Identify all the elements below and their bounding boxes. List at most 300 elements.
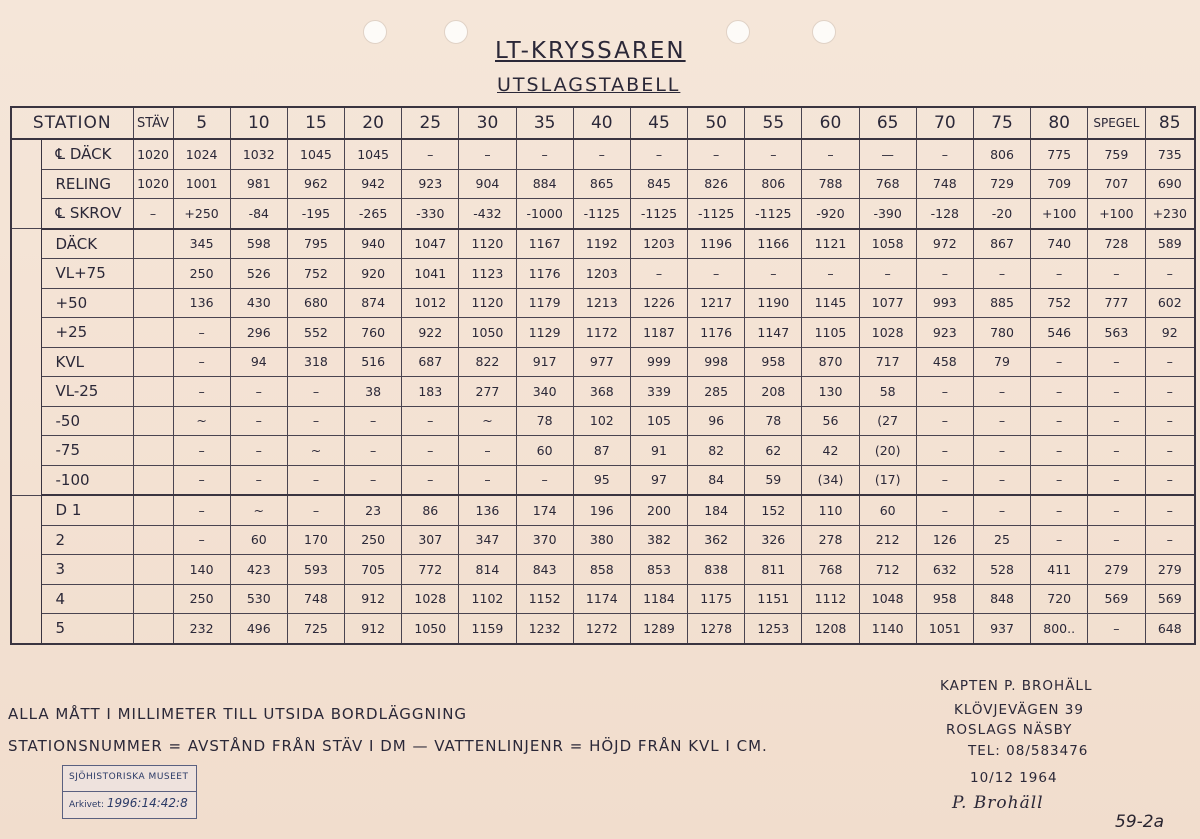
table-cell: 1172 — [573, 318, 630, 348]
table-cell: 1152 — [516, 584, 573, 614]
page-number: 59-2a — [1115, 812, 1164, 832]
row-label: ℄ SKROV — [41, 199, 133, 229]
table-cell: 795 — [287, 229, 344, 259]
table-cell: 937 — [973, 614, 1030, 644]
table-cell: 1192 — [573, 229, 630, 259]
column-header: 75 — [973, 107, 1030, 139]
table-cell: 865 — [573, 169, 630, 199]
table-cell: – — [630, 139, 687, 169]
table-row — [11, 318, 1195, 348]
table-cell: 130 — [802, 377, 859, 407]
table-cell: 1032 — [230, 139, 287, 169]
table-cell: – — [1031, 377, 1088, 407]
table-cell: 922 — [402, 318, 459, 348]
table-cell: 96 — [688, 406, 745, 436]
table-cell: 760 — [345, 318, 402, 348]
table-cell: – — [1088, 614, 1145, 644]
table-cell — [133, 259, 173, 289]
table-cell: – — [1145, 525, 1195, 555]
table-cell: 1196 — [688, 229, 745, 259]
table-cell: -128 — [916, 199, 973, 229]
row-label: VL-25 — [41, 377, 133, 407]
table-cell: 1179 — [516, 288, 573, 318]
table-cell: 1102 — [459, 584, 516, 614]
table-cell: 569 — [1088, 584, 1145, 614]
table-cell: -920 — [802, 199, 859, 229]
table-cell: ~ — [459, 406, 516, 436]
table-cell: 170 — [287, 525, 344, 555]
table-cell: 496 — [230, 614, 287, 644]
stamp-archive-number: 1996:14:42:8 — [106, 796, 188, 810]
table-cell: 1145 — [802, 288, 859, 318]
table-cell: 552 — [287, 318, 344, 348]
table-cell: 345 — [173, 229, 230, 259]
table-cell: 740 — [1031, 229, 1088, 259]
table-cell: 362 — [688, 525, 745, 555]
stamp-divider — [63, 791, 196, 792]
table-cell: 1278 — [688, 614, 745, 644]
table-cell: 1151 — [745, 584, 802, 614]
table-cell: 97 — [630, 465, 687, 495]
table-cell: 56 — [802, 406, 859, 436]
punch-hole — [726, 20, 750, 44]
table-cell: 78 — [745, 406, 802, 436]
table-cell: 958 — [745, 347, 802, 377]
table-cell: 546 — [1031, 318, 1088, 348]
table-cell: -265 — [345, 199, 402, 229]
table-cell: 347 — [459, 525, 516, 555]
table-cell: 977 — [573, 347, 630, 377]
table-cell — [133, 465, 173, 495]
table-cell: 885 — [973, 288, 1030, 318]
stamp-museum: SJÖHISTORISKA MUSEET — [69, 772, 189, 782]
signature-address2: ROSLAGS NÄSBY — [946, 722, 1073, 738]
table-cell — [133, 495, 173, 525]
table-cell: 680 — [287, 288, 344, 318]
table-cell: 1232 — [516, 614, 573, 644]
table-cell: – — [173, 318, 230, 348]
table-cell: -195 — [287, 199, 344, 229]
table-cell: 232 — [173, 614, 230, 644]
table-cell: – — [1145, 495, 1195, 525]
table-cell: 707 — [1088, 169, 1145, 199]
table-cell: – — [1031, 495, 1088, 525]
table-cell: 516 — [345, 347, 402, 377]
table-cell: – — [1145, 465, 1195, 495]
table-cell: 1112 — [802, 584, 859, 614]
table-row — [11, 525, 1195, 555]
table-cell — [133, 377, 173, 407]
table-cell: 870 — [802, 347, 859, 377]
table-cell: 136 — [459, 495, 516, 525]
table-cell: 845 — [630, 169, 687, 199]
offset-table — [10, 106, 1196, 645]
column-header: 60 — [802, 107, 859, 139]
table-cell — [133, 436, 173, 466]
table-cell: (34) — [802, 465, 859, 495]
table-cell: 728 — [1088, 229, 1145, 259]
table-cell: 848 — [973, 584, 1030, 614]
table-cell: 380 — [573, 525, 630, 555]
table-cell: 867 — [973, 229, 1030, 259]
table-cell: -20 — [973, 199, 1030, 229]
table-cell: 752 — [1031, 288, 1088, 318]
table-cell: 339 — [630, 377, 687, 407]
table-cell: 806 — [973, 139, 1030, 169]
table-cell: 690 — [1145, 169, 1195, 199]
column-header: 80 — [1031, 107, 1088, 139]
table-row — [11, 495, 1195, 525]
table-row — [11, 614, 1195, 644]
table-cell: 250 — [345, 525, 402, 555]
table-cell: 60 — [859, 495, 916, 525]
table-cell: 874 — [345, 288, 402, 318]
table-cell: 717 — [859, 347, 916, 377]
table-cell: – — [230, 377, 287, 407]
table-cell: – — [345, 436, 402, 466]
table-cell: 1045 — [345, 139, 402, 169]
table-cell: 826 — [688, 169, 745, 199]
table-cell: – — [1088, 465, 1145, 495]
table-cell: – — [802, 139, 859, 169]
table-cell: – — [1088, 259, 1145, 289]
table-cell: -1125 — [630, 199, 687, 229]
table-cell: 1203 — [630, 229, 687, 259]
table-cell: -84 — [230, 199, 287, 229]
table-cell: – — [1145, 406, 1195, 436]
table-cell: 60 — [516, 436, 573, 466]
table-cell: – — [173, 495, 230, 525]
table-cell: 735 — [1145, 139, 1195, 169]
column-header: 55 — [745, 107, 802, 139]
table-cell: 1147 — [745, 318, 802, 348]
table-cell: – — [173, 347, 230, 377]
row-label: KVL — [41, 347, 133, 377]
table-cell: 709 — [1031, 169, 1088, 199]
table-cell: 91 — [630, 436, 687, 466]
table-cell: – — [230, 436, 287, 466]
table-cell: 1253 — [745, 614, 802, 644]
table-cell: – — [173, 525, 230, 555]
table-cell: -432 — [459, 199, 516, 229]
row-label: +50 — [41, 288, 133, 318]
table-cell: 370 — [516, 525, 573, 555]
group-label-cell — [11, 139, 41, 229]
table-cell: +100 — [1031, 199, 1088, 229]
table-cell: 174 — [516, 495, 573, 525]
table-cell: 705 — [345, 555, 402, 585]
table-cell: 278 — [802, 525, 859, 555]
table-cell: 772 — [402, 555, 459, 585]
table-cell: 720 — [1031, 584, 1088, 614]
table-cell: – — [402, 436, 459, 466]
row-label: -75 — [41, 436, 133, 466]
document-title: LT-KRYSSAREN — [495, 38, 686, 64]
table-row — [11, 377, 1195, 407]
table-cell: 23 — [345, 495, 402, 525]
row-label: 5 — [41, 614, 133, 644]
table-cell: 822 — [459, 347, 516, 377]
table-cell: – — [459, 436, 516, 466]
table-cell: – — [973, 465, 1030, 495]
row-label: RELING — [41, 169, 133, 199]
table-cell: 1174 — [573, 584, 630, 614]
column-header: 5 — [173, 107, 230, 139]
table-cell: +100 — [1088, 199, 1145, 229]
table-cell: 1208 — [802, 614, 859, 644]
punch-hole — [444, 20, 468, 44]
table-cell: 1024 — [173, 139, 230, 169]
table-cell: – — [402, 406, 459, 436]
table-cell: 1184 — [630, 584, 687, 614]
table-cell: 993 — [916, 288, 973, 318]
table-row — [11, 347, 1195, 377]
row-label: DÄCK — [41, 229, 133, 259]
table-cell: – — [916, 465, 973, 495]
table-cell: 768 — [859, 169, 916, 199]
table-cell: – — [973, 495, 1030, 525]
table-cell: 1190 — [745, 288, 802, 318]
table-cell: 1203 — [573, 259, 630, 289]
table-cell: 1045 — [287, 139, 344, 169]
table-cell: 87 — [573, 436, 630, 466]
table-cell: 184 — [688, 495, 745, 525]
column-header: 45 — [630, 107, 687, 139]
column-header: 30 — [459, 107, 516, 139]
table-cell: 152 — [745, 495, 802, 525]
table-cell: – — [230, 406, 287, 436]
table-cell: – — [745, 139, 802, 169]
table-cell: 58 — [859, 377, 916, 407]
stamp-archive-label: Arkivet: — [69, 800, 104, 810]
table-cell: 200 — [630, 495, 687, 525]
table-cell: 326 — [745, 525, 802, 555]
table-cell: 212 — [859, 525, 916, 555]
table-cell: 687 — [402, 347, 459, 377]
table-cell: – — [1031, 525, 1088, 555]
table-cell: 250 — [173, 259, 230, 289]
table-cell — [133, 584, 173, 614]
table-cell: – — [1145, 259, 1195, 289]
table-cell: – — [173, 436, 230, 466]
table-cell: – — [287, 495, 344, 525]
table-cell: 858 — [573, 555, 630, 585]
table-cell: – — [1145, 347, 1195, 377]
table-cell: 917 — [516, 347, 573, 377]
table-row — [11, 288, 1195, 318]
table-cell: 526 — [230, 259, 287, 289]
table-cell: 62 — [745, 436, 802, 466]
column-header: STÄV — [133, 107, 173, 139]
row-label: 3 — [41, 555, 133, 585]
table-cell: 712 — [859, 555, 916, 585]
table-cell: – — [688, 139, 745, 169]
table-cell: 1166 — [745, 229, 802, 259]
table-cell: 279 — [1145, 555, 1195, 585]
table-cell: 1213 — [573, 288, 630, 318]
table-cell: 1289 — [630, 614, 687, 644]
table-cell: 752 — [287, 259, 344, 289]
table-cell: – — [973, 436, 1030, 466]
table-row — [11, 436, 1195, 466]
table-cell: 768 — [802, 555, 859, 585]
stamp-archive — [69, 796, 188, 810]
table-cell: 430 — [230, 288, 287, 318]
table-cell: – — [688, 259, 745, 289]
table-cell: 800.. — [1031, 614, 1088, 644]
station-header: STATION — [11, 107, 133, 139]
table-cell — [133, 525, 173, 555]
table-cell: 814 — [459, 555, 516, 585]
table-cell — [133, 555, 173, 585]
table-cell: 84 — [688, 465, 745, 495]
table-cell: 60 — [230, 525, 287, 555]
table-cell: – — [459, 465, 516, 495]
table-row — [11, 584, 1195, 614]
table-cell: 1028 — [859, 318, 916, 348]
table-cell: 136 — [173, 288, 230, 318]
table-cell: – — [173, 465, 230, 495]
table-cell: 1041 — [402, 259, 459, 289]
table-cell: 1058 — [859, 229, 916, 259]
table-cell: 78 — [516, 406, 573, 436]
table-cell: 1129 — [516, 318, 573, 348]
table-cell: 923 — [916, 318, 973, 348]
table-cell: – — [573, 139, 630, 169]
table-cell: 1001 — [173, 169, 230, 199]
table-cell: -330 — [402, 199, 459, 229]
table-cell — [133, 406, 173, 436]
column-header: 10 — [230, 107, 287, 139]
table-cell: – — [973, 377, 1030, 407]
table-cell: 759 — [1088, 139, 1145, 169]
table-cell: ~ — [230, 495, 287, 525]
table-cell: 102 — [573, 406, 630, 436]
handwritten-signature: P. Brohäll — [952, 793, 1044, 813]
column-header: 20 — [345, 107, 402, 139]
table-cell: 94 — [230, 347, 287, 377]
table-cell: 183 — [402, 377, 459, 407]
table-cell: 528 — [973, 555, 1030, 585]
table-cell: 940 — [345, 229, 402, 259]
table-cell: – — [402, 465, 459, 495]
table-cell: – — [916, 495, 973, 525]
table-cell: 279 — [1088, 555, 1145, 585]
note-units: ALLA MÅTT I MILLIMETER TILL UTSIDA BORDLÄGGNING — [8, 705, 468, 723]
column-header: 40 — [573, 107, 630, 139]
table-cell: 307 — [402, 525, 459, 555]
row-label: 2 — [41, 525, 133, 555]
punch-hole — [363, 20, 387, 44]
table-cell: 196 — [573, 495, 630, 525]
column-header: 15 — [287, 107, 344, 139]
table-cell: 110 — [802, 495, 859, 525]
table-cell — [133, 347, 173, 377]
table-cell: 82 — [688, 436, 745, 466]
table-cell: – — [1031, 406, 1088, 436]
table-row — [11, 406, 1195, 436]
table-cell: – — [345, 406, 402, 436]
table-cell: 92 — [1145, 318, 1195, 348]
table-cell: 999 — [630, 347, 687, 377]
table-cell: 589 — [1145, 229, 1195, 259]
table-cell: – — [1031, 465, 1088, 495]
table-cell: 1167 — [516, 229, 573, 259]
table-cell — [133, 288, 173, 318]
table-cell: 1120 — [459, 288, 516, 318]
row-label: D 1 — [41, 495, 133, 525]
table-cell: 788 — [802, 169, 859, 199]
table-cell: 777 — [1088, 288, 1145, 318]
table-cell: 563 — [1088, 318, 1145, 348]
table-cell: 1120 — [459, 229, 516, 259]
table-cell: 458 — [916, 347, 973, 377]
table-cell: (17) — [859, 465, 916, 495]
table-cell: (20) — [859, 436, 916, 466]
row-label: -100 — [41, 465, 133, 495]
row-label: ℄ DÄCK — [41, 139, 133, 169]
table-cell: 368 — [573, 377, 630, 407]
table-cell: 775 — [1031, 139, 1088, 169]
table-cell: +250 — [173, 199, 230, 229]
table-cell: – — [745, 259, 802, 289]
row-label: 4 — [41, 584, 133, 614]
column-header: 35 — [516, 107, 573, 139]
table-cell: 59 — [745, 465, 802, 495]
table-cell: 79 — [973, 347, 1030, 377]
table-cell: -1000 — [516, 199, 573, 229]
table-cell: 972 — [916, 229, 973, 259]
table-cell: 920 — [345, 259, 402, 289]
table-cell: – — [287, 406, 344, 436]
signature-name: KAPTEN P. BROHÄLL — [940, 678, 1093, 694]
table-cell: -1125 — [688, 199, 745, 229]
table-cell — [133, 318, 173, 348]
table-cell: 1159 — [459, 614, 516, 644]
table-cell: 962 — [287, 169, 344, 199]
table-cell: 340 — [516, 377, 573, 407]
table-cell: 981 — [230, 169, 287, 199]
table-cell: 1050 — [459, 318, 516, 348]
table-cell: 250 — [173, 584, 230, 614]
table-cell: – — [345, 465, 402, 495]
table-cell: – — [916, 139, 973, 169]
table-cell: – — [1088, 525, 1145, 555]
table-cell: – — [1088, 377, 1145, 407]
table-cell: – — [859, 259, 916, 289]
table-cell: – — [1088, 495, 1145, 525]
table-cell: 1121 — [802, 229, 859, 259]
table-row — [11, 259, 1195, 289]
table-cell: 593 — [287, 555, 344, 585]
punch-hole — [812, 20, 836, 44]
table-cell: 382 — [630, 525, 687, 555]
table-cell — [133, 614, 173, 644]
row-label: VL+75 — [41, 259, 133, 289]
table-cell: 1226 — [630, 288, 687, 318]
table-cell: 1051 — [916, 614, 973, 644]
archive-stamp — [62, 765, 197, 819]
table-cell: 86 — [402, 495, 459, 525]
table-row — [11, 465, 1195, 495]
table-cell: 38 — [345, 377, 402, 407]
table-cell: – — [916, 259, 973, 289]
row-label: +25 — [41, 318, 133, 348]
row-label: -50 — [41, 406, 133, 436]
group-label-cell — [11, 229, 41, 496]
table-cell: 780 — [973, 318, 1030, 348]
table-cell: 1175 — [688, 584, 745, 614]
